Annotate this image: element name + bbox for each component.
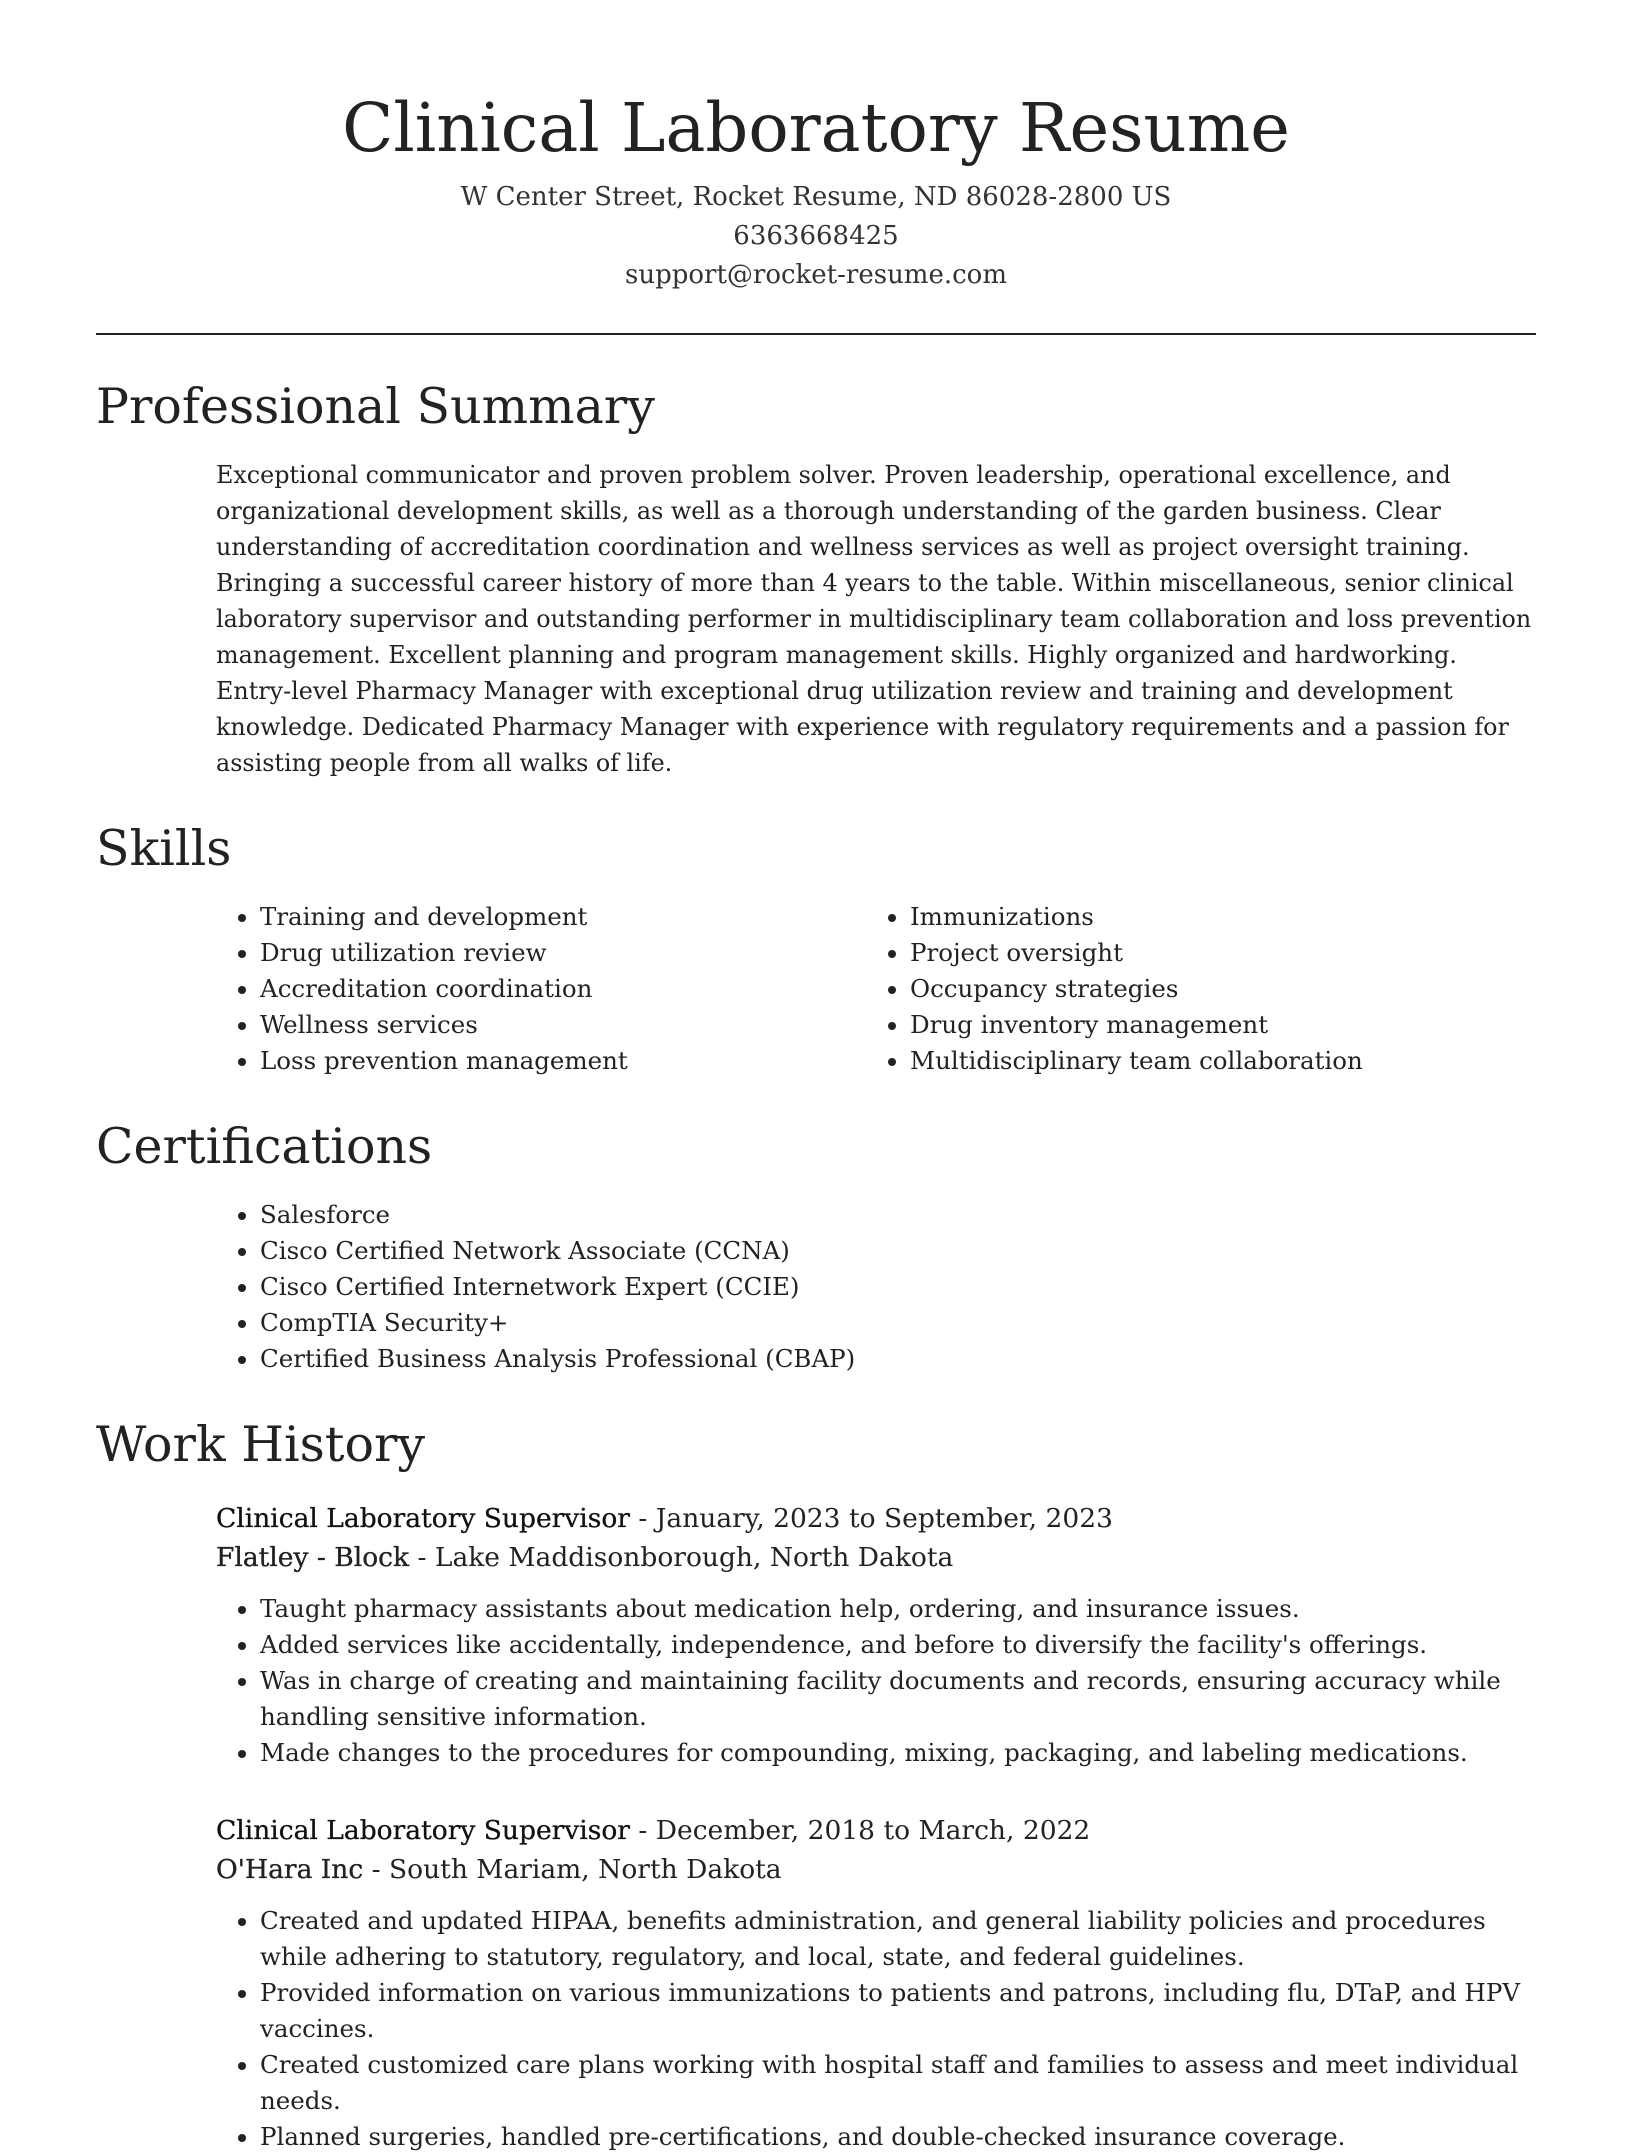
job-bullets-wrap bbox=[216, 1591, 1536, 1771]
summary-section bbox=[96, 375, 1536, 781]
skills-heading: Skills bbox=[96, 820, 232, 877]
certification-item: • Cisco Certified Internetwork Expert (CCIE) bbox=[260, 1269, 1536, 1305]
skill-item: • Accreditation coordination bbox=[260, 971, 866, 1007]
contact-email: support@rocket-resume.com bbox=[624, 260, 1007, 290]
contact-block bbox=[96, 178, 1536, 295]
job-bullet: • Added services like accidentally, independence, and before to diversify the facility's offerings. bbox=[260, 1627, 1536, 1663]
resume-title: Clinical Laboratory Resume bbox=[342, 89, 1290, 167]
certification-item: • Certified Business Analysis Professional (CBAP) bbox=[260, 1341, 1536, 1377]
summary-text: Exceptional communicator and proven problem solver. Proven leadership, operational excellence, and organizational development skills, as well as a thorough understanding of the garden business. Clear understanding of accreditation coordination and wellness services as well as project oversight training. Bringing a successful career history of more than 4 years to the table. Within miscellaneous, senior clinical laboratory supervisor and outstanding performer in multidisciplinary team collaboration and loss prevention management. Excellent planning and program management skills. Highly organized and hardworking. Entry-level Pharmacy Manager with exceptional drug utilization review and training and development knowledge. Dedicated Pharmacy Manager with experience with regulatory requirements and a passion for assisting people from all walks of life. bbox=[216, 461, 1532, 777]
job-title: Clinical Laboratory Supervisor bbox=[216, 1815, 630, 1846]
skills-columns bbox=[216, 899, 1536, 1079]
skill-item: • Project oversight bbox=[910, 935, 1516, 971]
job-bullet: • Created customized care plans working with hospital staff and families to assess and meet individual needs. bbox=[260, 2047, 1536, 2119]
work-history-heading: Work History bbox=[96, 1416, 426, 1473]
job-bullets bbox=[216, 1591, 1536, 1771]
job-bullets-wrap bbox=[216, 1903, 1536, 2155]
skill-item: • Immunizations bbox=[910, 899, 1516, 935]
job-location: - Lake Maddisonborough, North Dakota bbox=[409, 1542, 954, 1573]
header-divider bbox=[96, 333, 1536, 335]
job-entry bbox=[216, 1499, 1536, 1771]
certifications-list bbox=[216, 1197, 1536, 1377]
job-bullet: • Planned surgeries, handled pre-certifications, and double-checked insurance coverage. bbox=[260, 2119, 1536, 2155]
job-bullet: • Provided information on various immunizations to patients and patrons, including flu, DTaP, and HPV vaccines. bbox=[260, 1975, 1536, 2047]
job-company: O'Hara Inc bbox=[216, 1854, 364, 1885]
certification-item: • CompTIA Security+ bbox=[260, 1305, 1536, 1341]
job-entry bbox=[216, 1811, 1536, 2155]
contact-phone: 6363668425 bbox=[733, 221, 899, 251]
certification-item: • Salesforce bbox=[260, 1197, 1536, 1233]
skill-item: • Occupancy strategies bbox=[910, 971, 1516, 1007]
skills-list-right bbox=[866, 899, 1516, 1079]
job-title: Clinical Laboratory Supervisor bbox=[216, 1503, 630, 1534]
skill-item: • Wellness services bbox=[260, 1007, 866, 1043]
skill-item: • Loss prevention management bbox=[260, 1043, 866, 1079]
certification-item: • Cisco Certified Network Associate (CCNA) bbox=[260, 1233, 1536, 1269]
job-title-line bbox=[216, 1811, 1536, 1850]
skill-item: • Multidisciplinary team collaboration bbox=[910, 1043, 1516, 1079]
skills-list-left bbox=[216, 899, 866, 1079]
job-company: Flatley - Block bbox=[216, 1542, 410, 1573]
skill-item: • Training and development bbox=[260, 899, 866, 935]
job-dates: - January, 2023 to September, 2023 bbox=[629, 1503, 1113, 1534]
job-bullets bbox=[216, 1903, 1536, 2155]
job-bullet: • Was in charge of creating and maintaining facility documents and records, ensuring accuracy while handling sensitive information. bbox=[260, 1663, 1536, 1735]
job-bullet: • Taught pharmacy assistants about medication help, ordering, and insurance issues. bbox=[260, 1591, 1536, 1627]
skill-item: • Drug utilization review bbox=[260, 935, 866, 971]
certifications-list-wrap bbox=[216, 1197, 1536, 1377]
job-title-line bbox=[216, 1499, 1536, 1538]
contact-address: W Center Street, Rocket Resume, ND 86028-2800 US bbox=[460, 182, 1172, 212]
skill-item: • Drug inventory management bbox=[910, 1007, 1516, 1043]
resume-page bbox=[96, 0, 1536, 2155]
job-dates: - December, 2018 to March, 2022 bbox=[629, 1815, 1091, 1846]
skills-column-right bbox=[866, 899, 1516, 1079]
job-company-line bbox=[216, 1538, 1536, 1577]
certifications-heading: Certifications bbox=[96, 1118, 433, 1175]
summary-heading: Professional Summary bbox=[96, 378, 655, 435]
job-location: - South Mariam, North Dakota bbox=[363, 1854, 782, 1885]
certifications-section bbox=[96, 1115, 1536, 1377]
job-company-line bbox=[216, 1850, 1536, 1889]
work-history-section bbox=[96, 1413, 1536, 2155]
job-bullet: • Created and updated HIPAA, benefits administration, and general liability policies and procedures while adhering to statutory, regulatory, and local, state, and federal guidelines. bbox=[260, 1903, 1536, 1975]
skills-column-left bbox=[216, 899, 866, 1079]
skills-section bbox=[96, 817, 1536, 1079]
job-bullet: • Made changes to the procedures for compounding, mixing, packaging, and labeling medications. bbox=[260, 1735, 1536, 1771]
resume-header bbox=[96, 0, 1536, 295]
